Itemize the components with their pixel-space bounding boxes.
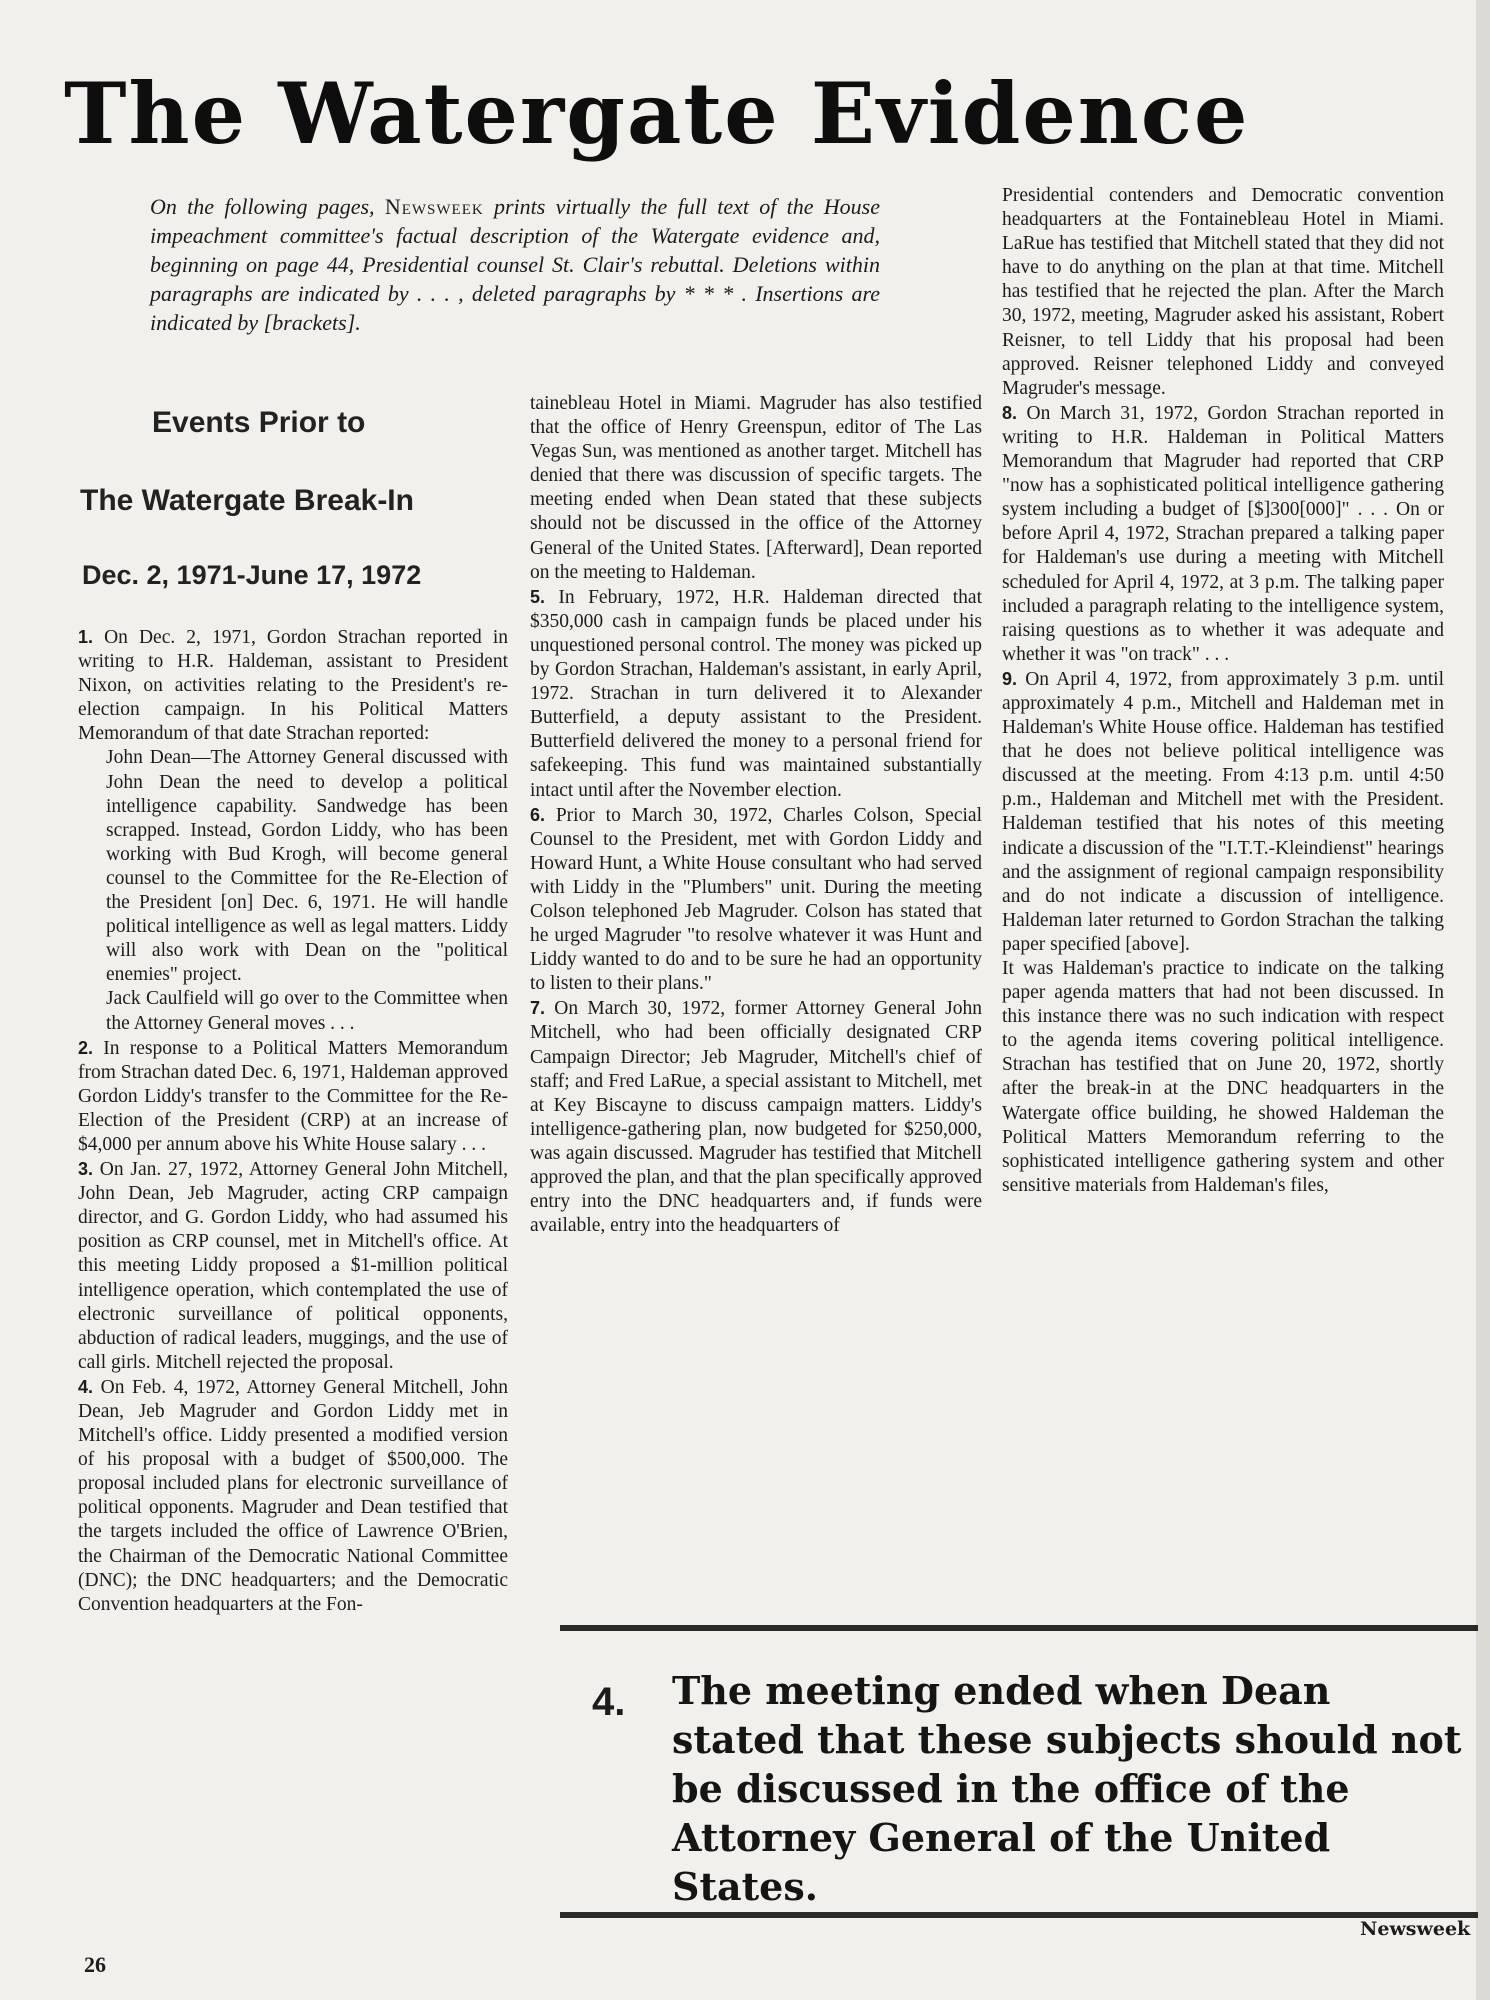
paragraph-8 bbox=[1002, 401, 1444, 667]
section-date-range: Dec. 2, 1971-June 17, 1972 bbox=[82, 560, 422, 590]
paragraph-7-continued: Presidential contenders and Democratic convention headquarters at the Fontainebleau Hotel in Miami. LaRue has testified that Mitchell stated that they did not have to do anything on the plan at that time. Mitchell has testified that he rejected the plan. After the March 30, 1972, meeting, Magruder asked his assistant, Robert Reisner, to tell Liddy that his proposal had been approved. Reisner telephoned Liddy and conveyed Magruder's message. bbox=[1002, 185, 1444, 399]
pullquote-bottom-rule bbox=[560, 1912, 1478, 1918]
paragraph-text: Prior to March 30, 1972, Charles Colson, Special Counsel to the President, met with Gordon Liddy and Howard Hunt, a White House consultant who had served with Liddy in the "Plumbers" unit. During the meeting Colson telephoned Jeb Magruder. Colson has stated that he urged Magruder "to resolve whatever it was Hunt and Liddy wanted to do and to be sure he had an opportunity to listen to their plans." bbox=[530, 804, 982, 995]
paragraph-text: In response to a Political Matters Memorandum from Strachan dated Dec. 6, 1971, Haldeman approved Gordon Liddy's transfer to the Committee for the Re-Election of the President (CRP) at an increase of $4,000 per annum above his White House salary . . . bbox=[78, 1037, 508, 1155]
memo-quote-2: Jack Caulfield will go over to the Committee when the Attorney General moves . . . bbox=[106, 988, 508, 1034]
intro-paragraph bbox=[150, 192, 880, 337]
paragraph-number: 2. bbox=[78, 1037, 94, 1058]
paragraph-4 bbox=[78, 1375, 508, 1617]
paragraph-number: 6. bbox=[530, 804, 546, 825]
column-2 bbox=[530, 392, 982, 1238]
paragraph-text: On Dec. 2, 1971, Gordon Strachan reported in writing to H.R. Haldeman, assistant to President Nixon, on activities relating to the President's re-election campaign. In his Political Matters Memorandum of that date Strachan reported: bbox=[78, 627, 508, 745]
section-heading-line1: Events Prior to bbox=[152, 406, 366, 439]
paragraph-text: In February, 1972, H.R. Haldeman directed that $350,000 cash in campaign funds be placed under his unquestioned personal control. The money was picked up by Gordon Strachan, Haldeman's assistant, in early April, 1972. Strachan in turn delivered it to Alexander Butterfield, a deputy assistant to the President. Butterfield delivered the money to a personal friend for safekeeping. This fund was maintained substantially intact until after the November election. bbox=[530, 586, 982, 801]
column-3 bbox=[1002, 184, 1444, 1198]
pullquote-number: 4. bbox=[592, 1680, 626, 1724]
section-heading-line2: The Watergate Break-In bbox=[80, 484, 414, 517]
intro-text-start: On the following pages, bbox=[150, 194, 385, 219]
pullquote-text: The meeting ended when Dean stated that these subjects should not be discussed in the office of the Attorney General of the United States. bbox=[672, 1668, 1462, 1909]
page-number: 26 bbox=[84, 1952, 106, 1977]
paragraph-2 bbox=[78, 1036, 508, 1157]
paragraph-number: 4. bbox=[78, 1376, 94, 1397]
paragraph-1 bbox=[78, 625, 508, 746]
paragraph-number: 9. bbox=[1002, 668, 1018, 689]
paragraph-10: It was Haldeman's practice to indicate on the talking paper agenda matters that had not been discussed. In this instance there was no such indication with respect to the agenda items covering political intelligence. Strachan has testified that on June 20, 1972, shortly after the break-in at the DNC headquarters in the Watergate office building, he showed Haldeman the Political Matters Memorandum referring to the sophisticated intelligence gathering system and other sensitive materials from Haldeman's files, bbox=[1002, 958, 1444, 1196]
paragraph-number: 5. bbox=[530, 586, 546, 607]
paragraph-3 bbox=[78, 1157, 508, 1375]
paragraph-number: 8. bbox=[1002, 402, 1018, 423]
paragraph-number: 7. bbox=[530, 998, 546, 1019]
paragraph-text: On April 4, 1972, from approximately 3 p.m. until approximately 4 p.m., Mitchell and Haldeman met in Haldeman's White House office. Haldeman has testified that he does not believe political intelligence was discussed at the meeting. From 4:13 p.m. until 4:50 p.m., Haldeman and Mitchell met with the President. Haldeman testified that his notes of this meeting indicate a discussion of the "I.T.T.-Kleindienst" hearings and the assignment of regional campaign responsibility and do not indicate a discussion of intelligence. Haldeman later returned to Gordon Strachan the talking paper specified [above]. bbox=[1002, 668, 1444, 955]
article-title: The Watergate Evidence bbox=[64, 64, 1250, 163]
page-edge bbox=[1476, 0, 1490, 2000]
pullquote-top-rule bbox=[560, 1625, 1478, 1631]
intro-text-end: prints virtually the full text of the House impeachment committee's factual description of the Watergate evidence and, beginning on page 44, Presidential counsel St. Clair's rebuttal. Deletions within paragraphs are indicated by . . . , deleted paragraphs by * * * . Insertions are indicated by [brackets]. bbox=[150, 194, 881, 335]
paragraph-text: On Feb. 4, 1972, Attorney General Mitchell, John Dean, Jeb Magruder and Gordon Liddy met in Mitchell's office. Liddy presented a modified version of his proposal with a budget of $500,000. The proposal included plans for electronic surveillance of political opponents. Magruder and Dean testified that the targets included the office of Lawrence O'Brien, the Chairman of the Democratic National Committee (DNC); the DNC headquarters; and the Democratic Convention headquarters at the Fon- bbox=[78, 1376, 508, 1615]
paragraph-number: 3. bbox=[78, 1159, 94, 1180]
paragraph-number: 1. bbox=[78, 627, 94, 647]
paragraph-text: On March 31, 1972, Gordon Strachan reported in writing to H.R. Haldeman in Political Matters Memorandum that Magruder had reported that CRP "now has a sophisticated political intelligence gathering system including a budget of [$]300[000]" . . . On or before April 4, 1972, Strachan prepared a talking paper for Haldeman's use during a meeting with Mitchell scheduled for April 4, 1972, at 3 p.m. The talking paper included a paragraph relating to the intelligence system, raising questions as to whether it was adequate and whether it was "on track" . . . bbox=[1002, 402, 1444, 665]
paragraph-text: On Jan. 27, 1972, Attorney General John Mitchell, John Dean, Jeb Magruder, acting CRP campaign director, and G. Gordon Liddy, who had assumed his position as CRP counsel, met in Mitchell's office. At this meeting Liddy proposed a $1-million political intelligence operation, which contemplated the use of electronic surveillance of political opponents, abduction of radical leaders, muggings, and the use of call girls. Mitchell rejected the proposal. bbox=[78, 1159, 508, 1373]
paragraph-text: On March 30, 1972, former Attorney General John Mitchell, who had been officially designated CRP Campaign Director; Jeb Magruder, Mitchell's chief of staff; and Fred LaRue, a special assistant to Mitchell, met at Key Biscayne to discuss campaign matters. Liddy's intelligence-gathering plan, now budgeted for $250,000, was again discussed. Magruder has testified that Mitchell approved the plan, and that the plan specifically approved entry into the DNC headquarters and, if funds were available, entry into the headquarters of bbox=[530, 998, 982, 1237]
intro-magazine-name: Newsweek bbox=[384, 194, 484, 219]
magazine-brand: Newsweek bbox=[1360, 1918, 1471, 1940]
paragraph-6 bbox=[530, 803, 982, 997]
paragraph-7 bbox=[530, 996, 982, 1238]
column-1 bbox=[78, 625, 508, 1617]
paragraph-5 bbox=[530, 585, 982, 803]
paragraph-4-continued: tainebleau Hotel in Miami. Magruder has also testified that the office of Henry Greenspun, editor of The Las Vegas Sun, was mentioned as another target. Mitchell has denied that there was discussion of specific targets. The meeting ended when Dean stated that these subjects should not be discussed in the office of the Attorney General of the United States. [Afterward], Dean reported on the meeting to Haldeman. bbox=[530, 393, 982, 583]
paragraph-9 bbox=[1002, 667, 1444, 957]
memo-quote-1: John Dean—The Attorney General discussed with John Dean the need to develop a political intelligence capability. Sandwedge has been scrapped. Instead, Gordon Liddy, who has been working with Bud Krogh, will become general counsel to the Committee for the Re-Election of the President [on] Dec. 6, 1971. He will handle political intelligence as well as legal matters. Liddy will also work with Dean on the "political enemies" project. bbox=[106, 747, 508, 986]
